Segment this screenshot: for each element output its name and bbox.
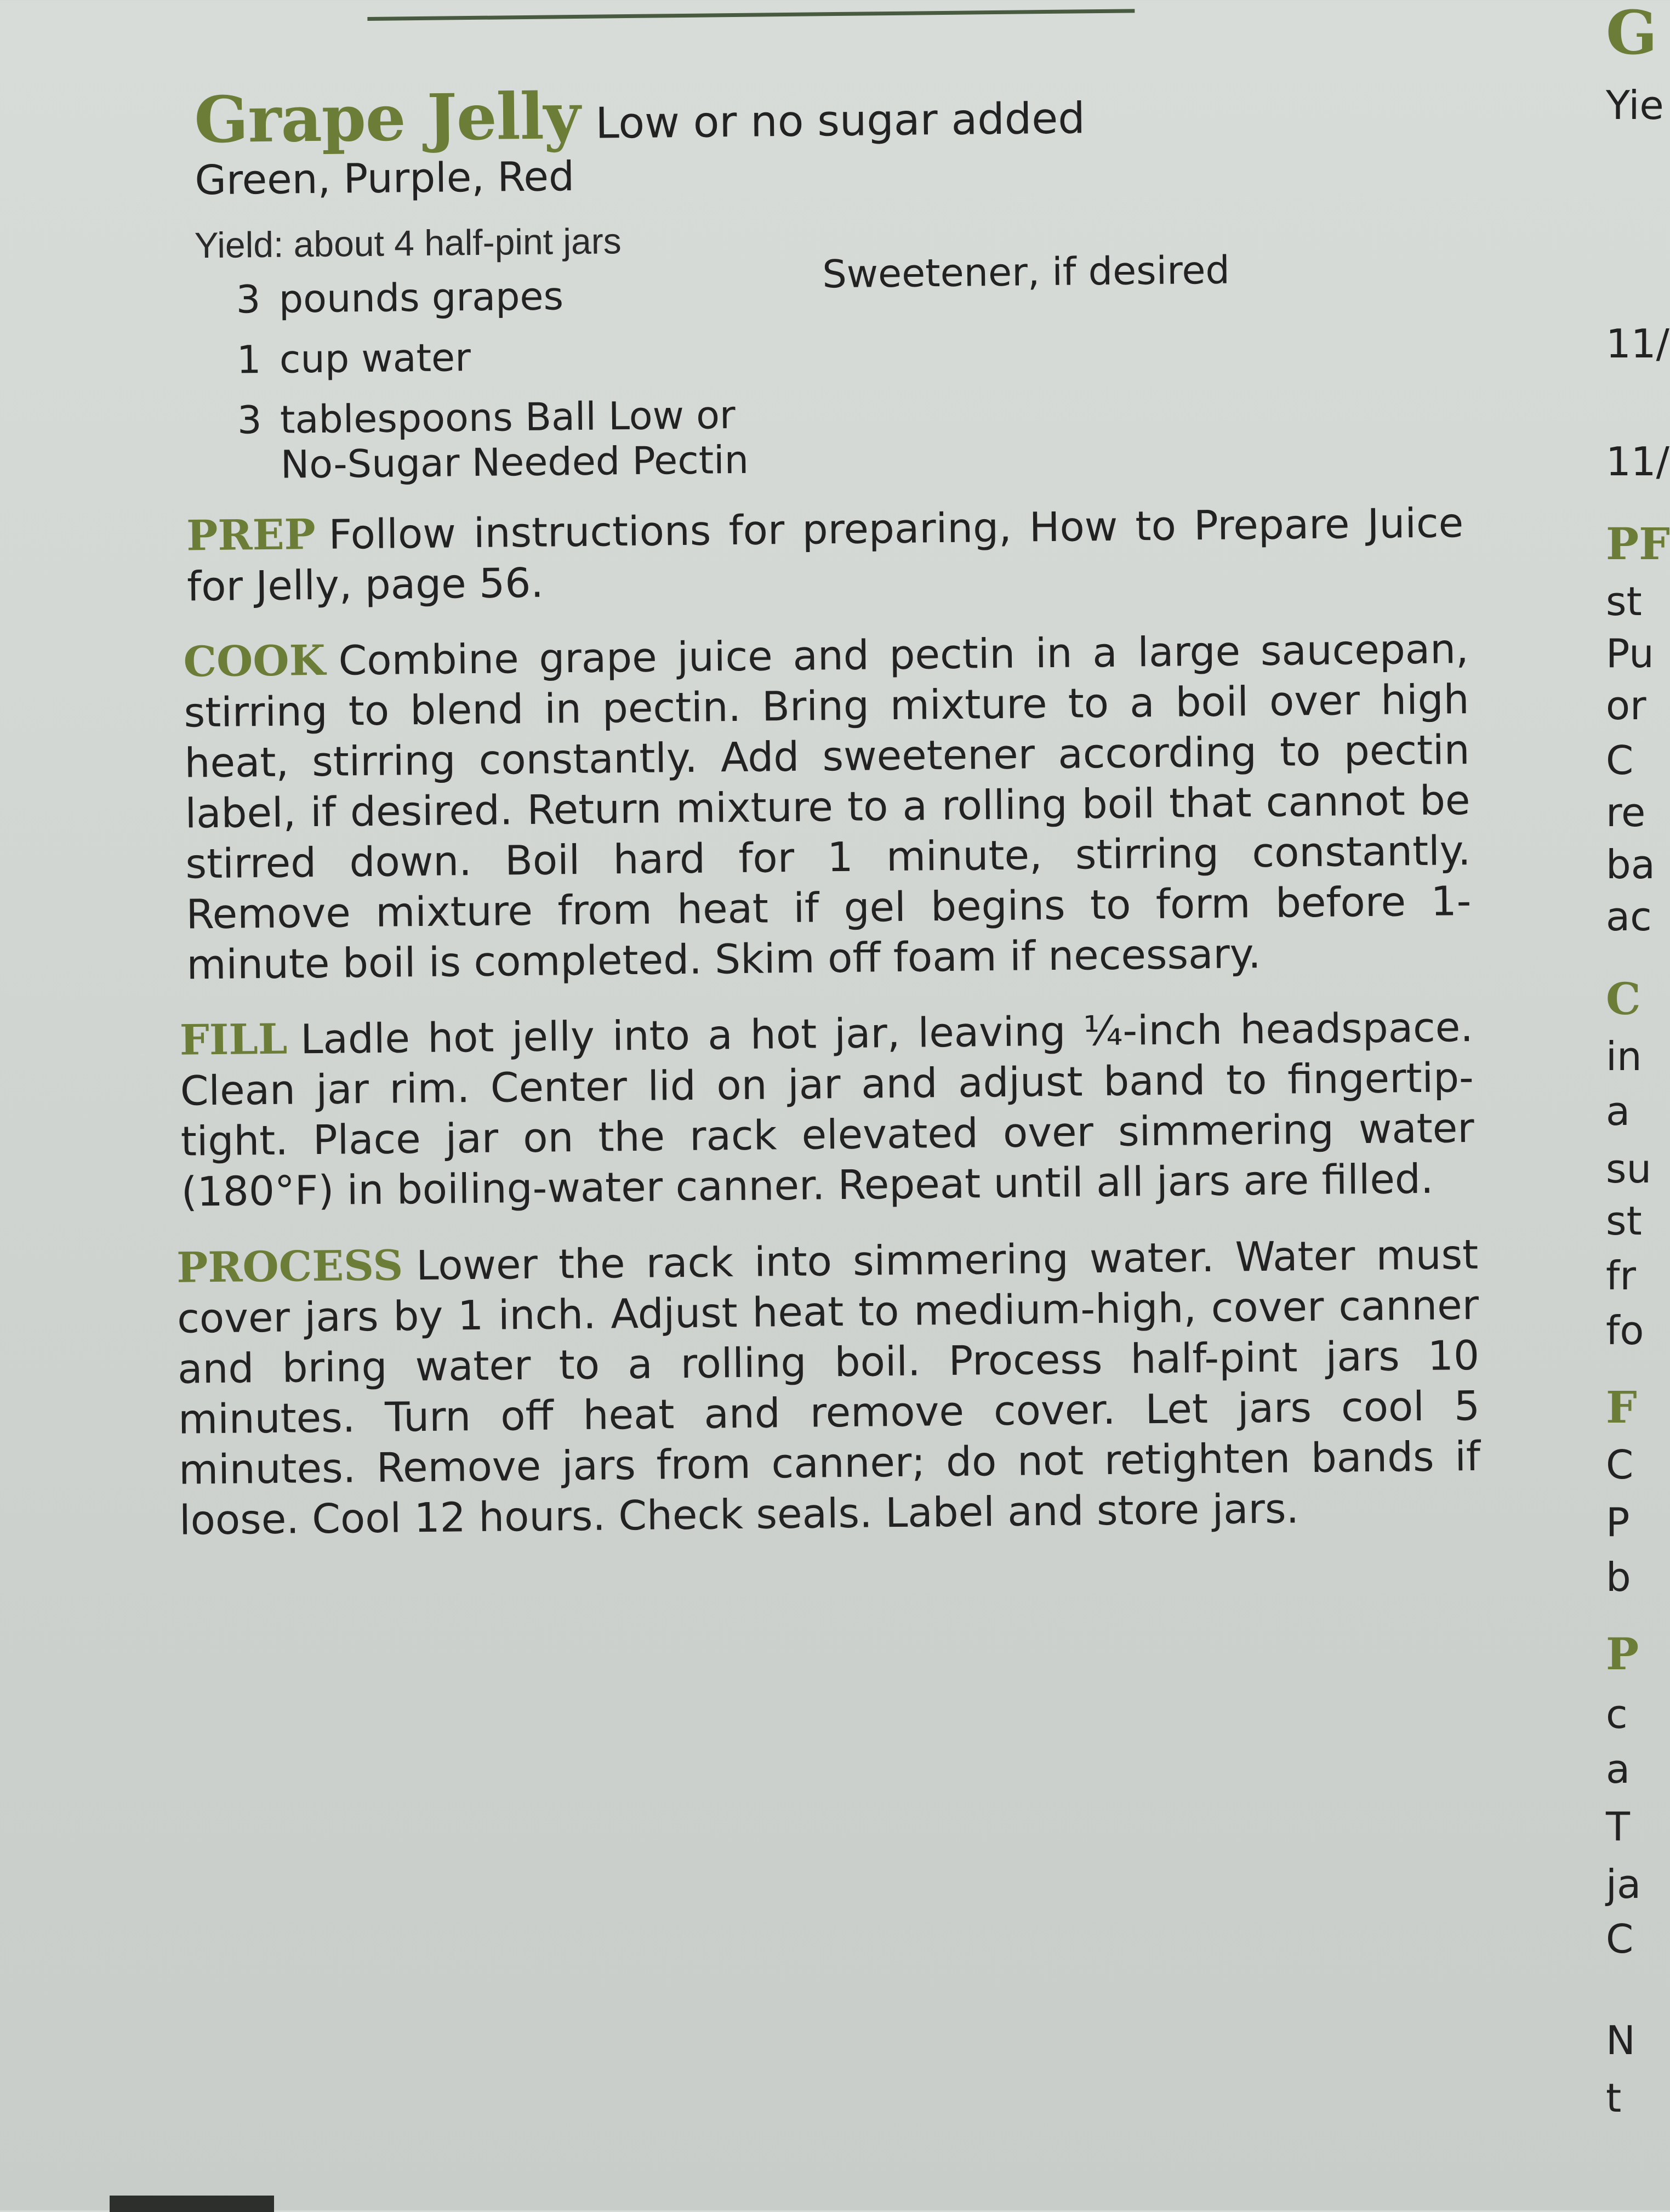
ingredient-water bbox=[236, 335, 471, 382]
step-prep bbox=[186, 497, 1464, 612]
ingredient-qty: 3 bbox=[236, 277, 261, 322]
ingredient-qty: 1 bbox=[236, 337, 261, 383]
ingredient-text: cup water bbox=[279, 335, 471, 382]
step-heading: PROCESS bbox=[176, 1241, 403, 1292]
step-heading: PREP bbox=[186, 510, 316, 560]
step-process bbox=[176, 1229, 1481, 1546]
step-text: Combine grape juice and pectin in a large saucepan, stirring to blend in pectin. Bring mixture to a boil over high heat, stirring constantly. Add sweetener according to pectin label, if desired. Return mixture to a rolling boil that cannot be stirred down. Boil hard for 1 minute, stirring constantly. Remove mixture from heat if gel begins to form before 1-minute boil is completed. Skim off foam if necessary. bbox=[184, 625, 1472, 989]
top-rule bbox=[367, 9, 1135, 21]
footer-text-fragment bbox=[110, 2196, 274, 2212]
edge-fragment: fo bbox=[1606, 1307, 1644, 1354]
edge-fragment: a bbox=[1606, 1746, 1631, 1792]
step-text: Follow instructions for preparing, How to Prepare Juice for Jelly, page 56. bbox=[186, 499, 1464, 611]
ingredient-text: tablespoons Ball Low or bbox=[280, 392, 736, 442]
edge-fragment: b bbox=[1606, 1554, 1631, 1600]
adjacent-page-edge bbox=[1606, 0, 1670, 2210]
edge-fragment: N bbox=[1606, 2017, 1635, 2063]
edge-fragment: C bbox=[1606, 973, 1641, 1025]
edge-fragment: su bbox=[1606, 1146, 1652, 1192]
edge-fragment: ja bbox=[1606, 1861, 1641, 1907]
edge-fragment: st bbox=[1606, 578, 1642, 624]
edge-fragment: c bbox=[1606, 1691, 1628, 1737]
edge-fragment: fr bbox=[1606, 1253, 1636, 1299]
ingredient-qty: 3 bbox=[237, 397, 263, 443]
edge-fragment: 11/ bbox=[1606, 321, 1669, 367]
step-fill bbox=[179, 1002, 1475, 1218]
edge-fragment: G bbox=[1606, 0, 1657, 68]
edge-fragment: C bbox=[1606, 1442, 1634, 1488]
edge-fragment: 11/ bbox=[1606, 439, 1669, 485]
grape-varieties: Green, Purple, Red bbox=[195, 153, 575, 204]
edge-fragment: T bbox=[1606, 1804, 1630, 1850]
recipe-title: Grape Jelly bbox=[193, 78, 580, 158]
recipe-subtitle: Low or no sugar added bbox=[595, 94, 1086, 149]
edge-fragment: C bbox=[1606, 737, 1634, 783]
step-heading: COOK bbox=[183, 635, 326, 686]
ingredient-text: Sweetener, if desired bbox=[822, 247, 1230, 297]
ingredient-text: pounds grapes bbox=[278, 274, 564, 322]
edge-fragment: F bbox=[1606, 1381, 1637, 1433]
edge-fragment: PF bbox=[1606, 518, 1670, 570]
edge-fragment: ba bbox=[1606, 841, 1655, 888]
edge-fragment: C bbox=[1606, 1916, 1634, 1962]
edge-fragment: in bbox=[1606, 1033, 1642, 1079]
step-cook bbox=[183, 623, 1472, 991]
edge-fragment: t bbox=[1606, 2075, 1622, 2121]
step-heading: FILL bbox=[179, 1014, 288, 1065]
recipe-yield: Yield: about 4 half-pint jars bbox=[194, 220, 622, 266]
edge-fragment: a bbox=[1606, 1088, 1631, 1134]
title-row bbox=[194, 73, 1086, 157]
ingredient-pectin bbox=[237, 393, 749, 488]
edge-fragment: or bbox=[1606, 683, 1646, 729]
ingredient-grapes bbox=[236, 274, 563, 322]
edge-fragment: st bbox=[1606, 1198, 1642, 1244]
step-text: Ladle hot jelly into a hot jar, leaving ¼-inch headspace. Clean jar rim. Center lid on jar and adjust band to fingertip-tight. Place jar on the rack elevated over simmering water (180°F) in boiling-water canner. Repeat until all jars are filled. bbox=[180, 1003, 1475, 1216]
edge-fragment: P bbox=[1606, 1499, 1630, 1545]
edge-fragment: P bbox=[1606, 1628, 1639, 1680]
edge-fragment: Pu bbox=[1606, 630, 1654, 676]
ingredient-sweetener bbox=[822, 248, 1230, 297]
ingredient-text-continued: No-Sugar Needed Pectin bbox=[280, 437, 749, 487]
edge-fragment: ac bbox=[1606, 894, 1652, 940]
edge-fragment: Yie bbox=[1606, 82, 1664, 128]
edge-fragment: re bbox=[1606, 789, 1646, 835]
step-text: Lower the rack into simmering water. Water must cover jars by 1 inch. Adjust heat to medium-high, cover canner and bring water to a rolling boil. Process half-pint jars 10 minutes. Turn off heat and remove cover. Let jars cool 5 minutes. Remove jars from canner; do not retighten bands if loose. Cool 12 hours. Check seals. Label and store jars. bbox=[176, 1231, 1481, 1544]
